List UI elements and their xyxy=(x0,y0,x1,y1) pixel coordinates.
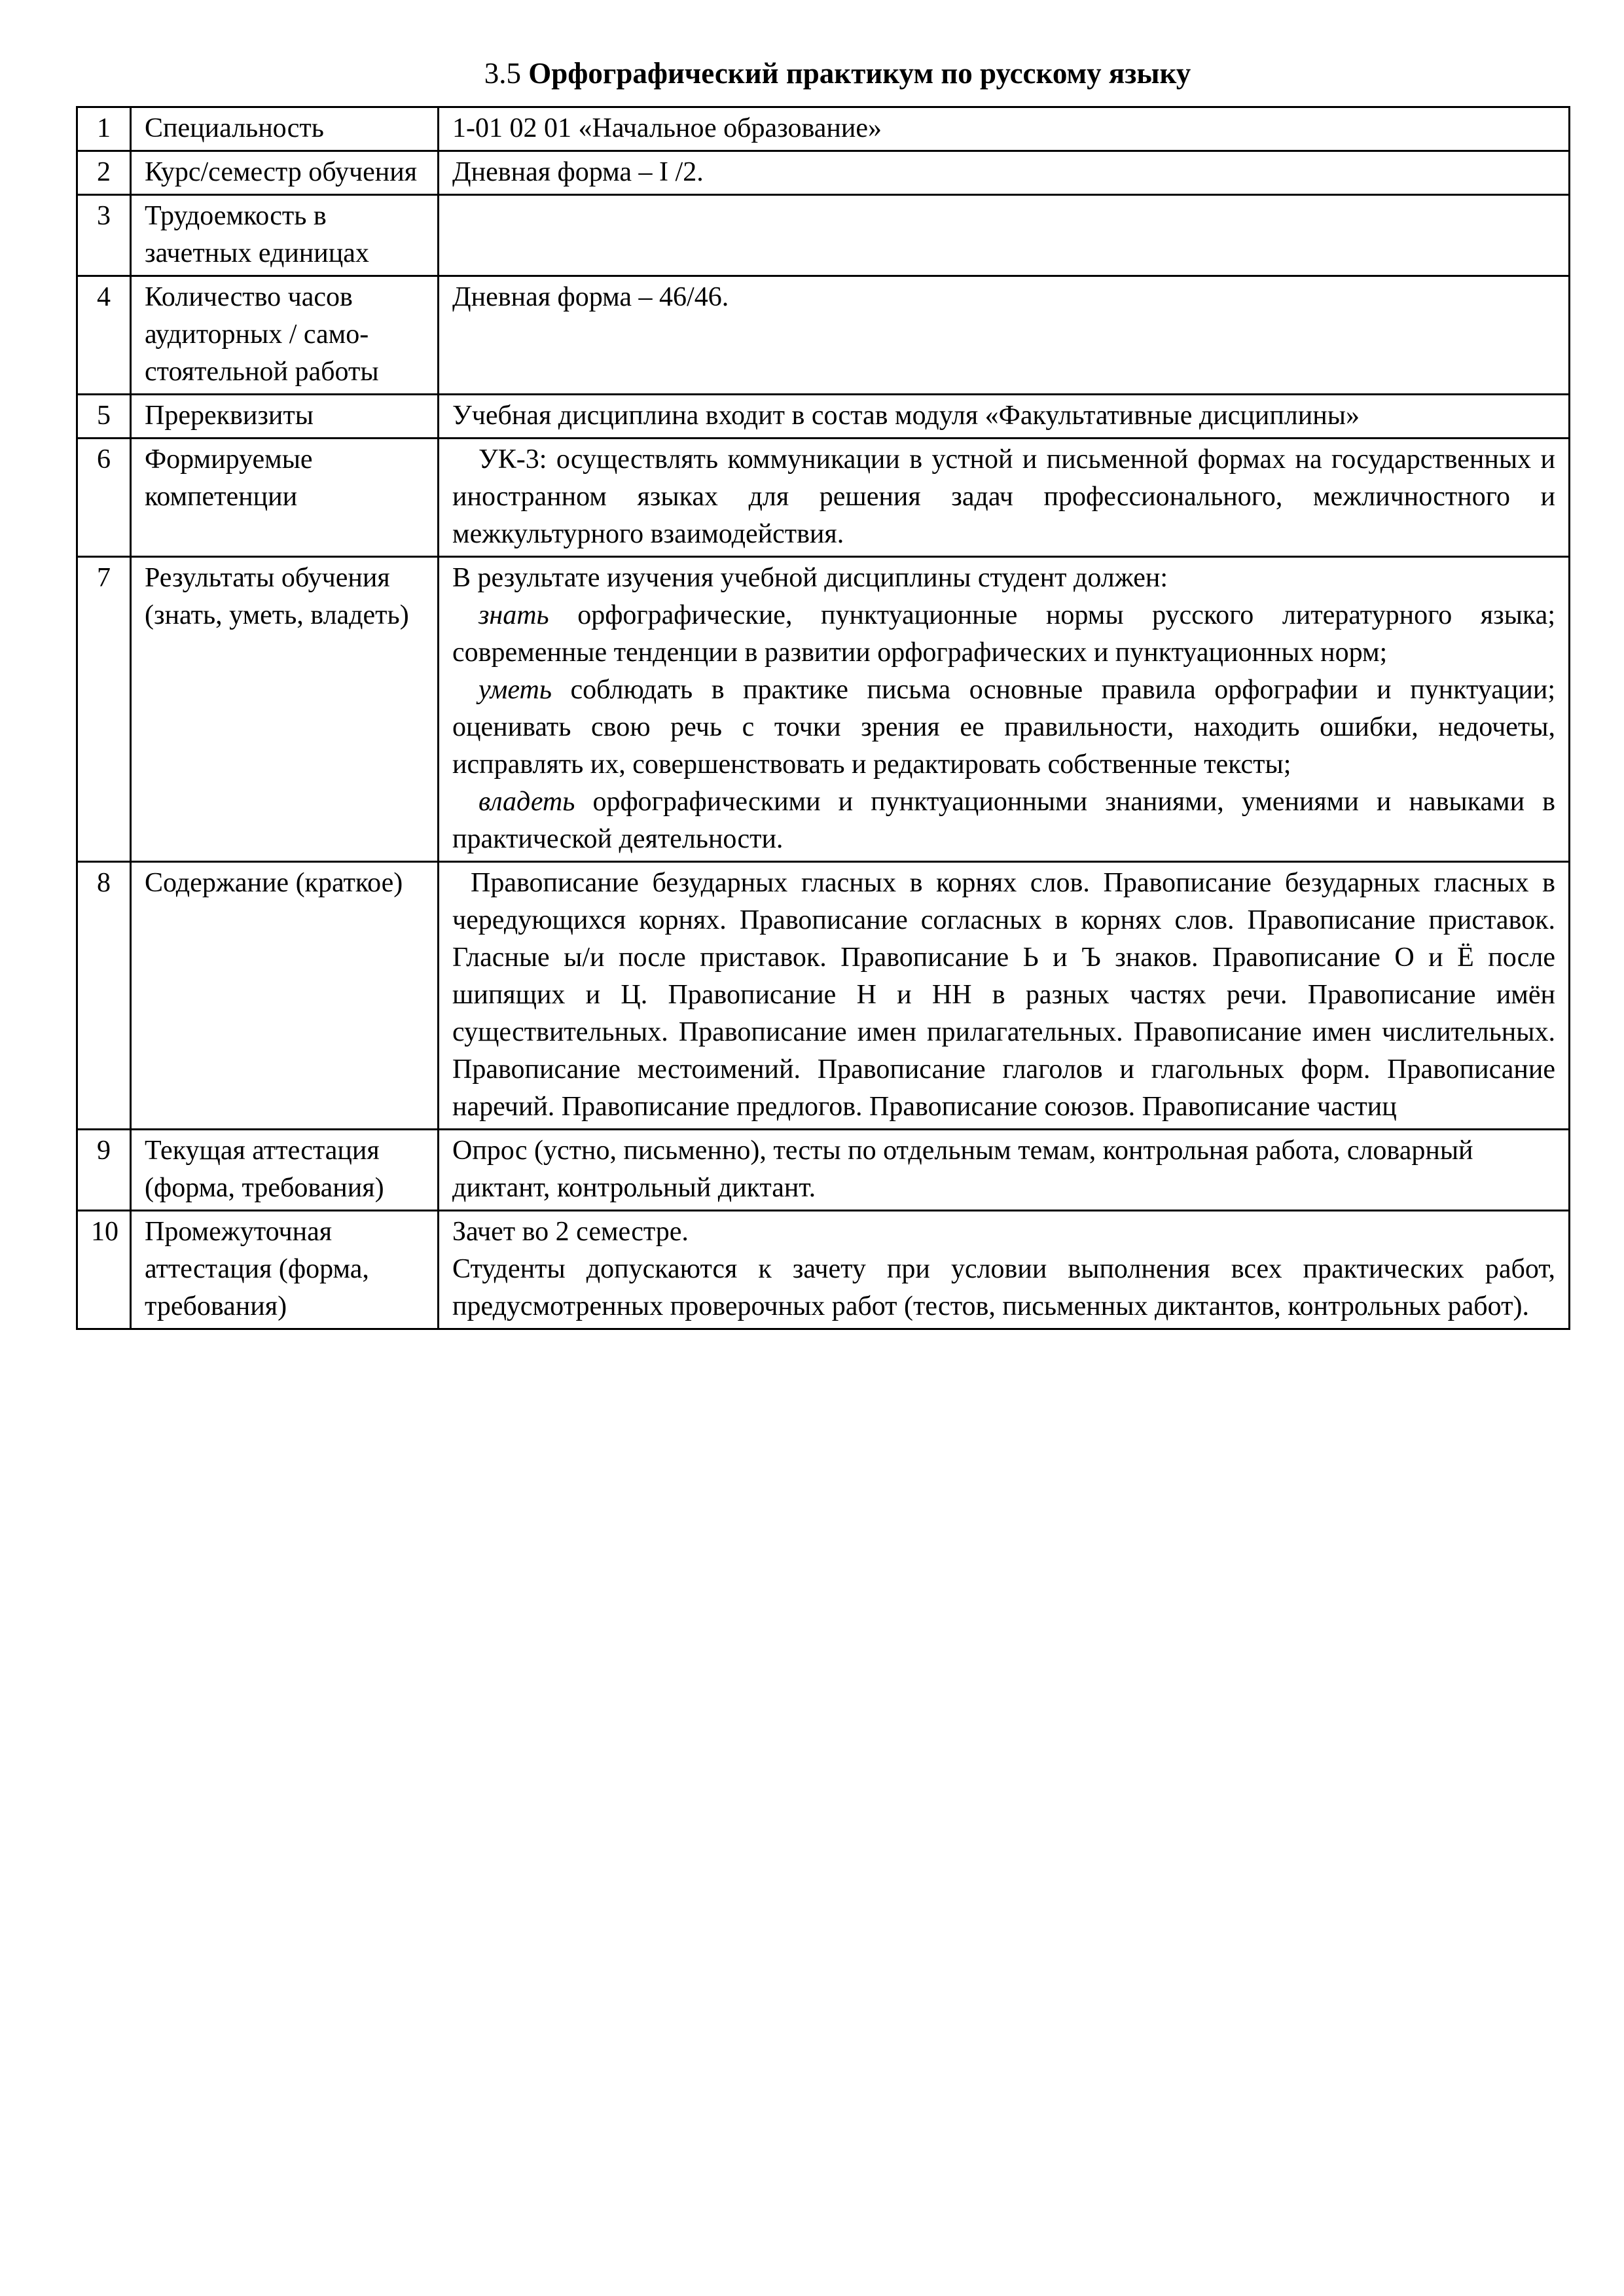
row-label: Промежуточная аттестация (форма, требования) xyxy=(131,1211,439,1329)
document-title xyxy=(0,54,1624,93)
row-number: 2 xyxy=(77,151,131,195)
results-keyword: владеть xyxy=(478,787,575,817)
row-label: Формируемые компетенции xyxy=(131,439,439,557)
row-value xyxy=(439,439,1570,557)
row-value xyxy=(439,1130,1570,1211)
title-number: 3.5 xyxy=(484,57,521,90)
value-paragraph: 1-01 02 01 «Начальное образование» xyxy=(452,113,882,143)
row-label: Курс/семестр обучения xyxy=(131,151,439,195)
value-paragraph: Дневная форма – I /2. xyxy=(452,157,704,187)
row-number: 3 xyxy=(77,195,131,276)
table-row xyxy=(77,439,1570,557)
value-paragraph: Студенты допускаются к зачету при условии выполнения всех практических работ, предусмотренных проверочных работ (тестов, письменных диктантов, контрольных работ). xyxy=(452,1254,1555,1321)
results-item-master xyxy=(452,783,1555,858)
value-paragraph: Дневная форма – 46/46. xyxy=(452,282,729,312)
row-label: Содержание (краткое) xyxy=(131,862,439,1130)
row-number: 6 xyxy=(77,439,131,557)
title-text: Орфографический практикум по русскому языку xyxy=(528,57,1191,90)
table-row xyxy=(77,107,1570,151)
value-paragraph: Зачет во 2 семестре. xyxy=(452,1217,689,1247)
row-label: Текущая аттестация (форма, требования) xyxy=(131,1130,439,1211)
row-label: Количество часов аудиторных / само-стоятельной работы xyxy=(131,276,439,395)
results-text: орфографические, пунктуационные нормы русского литературного языка; современные тенденции в развитии орфографических и пунктуационных норм; xyxy=(452,600,1555,668)
row-value xyxy=(439,395,1570,439)
results-keyword: знать xyxy=(478,600,549,630)
row-number: 9 xyxy=(77,1130,131,1211)
results-keyword: уметь xyxy=(478,675,552,705)
row-number: 10 xyxy=(77,1211,131,1329)
table-row xyxy=(77,151,1570,195)
table-row xyxy=(77,276,1570,395)
row-number: 7 xyxy=(77,557,131,862)
results-item-can xyxy=(452,672,1555,783)
value-paragraph: Правописание безударных гласных в корнях слов. Правописание безударных гласных в чередующихся корнях. Правописание согласных в корнях слов. Правописание приставок. Гласные ы/и после приставок. Правописание Ь и Ъ знаков. Правописание О и Ё после шипящих и Ц. Правописание Н и НН в разных частях речи. Правописание имён существительных. Правописание имен прилагательных. Правописание имен числительных. Правописание местоимений. Правописание глаголов и глагольных форм. Правописание наречий. Правописание предлогов. Правописание союзов. Правописание частиц xyxy=(452,868,1555,1122)
row-label: Трудоемкость в зачетных единицах xyxy=(131,195,439,276)
syllabus-table xyxy=(76,106,1570,1330)
row-label: Пререквизиты xyxy=(131,395,439,439)
row-label: Специальность xyxy=(131,107,439,151)
table-row xyxy=(77,862,1570,1130)
table-row xyxy=(77,1211,1570,1329)
value-paragraph: Учебная дисциплина входит в состав модуля «Факультативные дисциплины» xyxy=(452,401,1360,431)
value-paragraph: УК-3: осуществлять коммуникации в устной и письменной формах на государственных и иностранном языках для решения задач профессионального, межличностного и межкультурного взаимодействия. xyxy=(452,444,1555,549)
table-row xyxy=(77,557,1570,862)
row-value xyxy=(439,557,1570,862)
table-row xyxy=(77,195,1570,276)
row-label: Результаты обучения (знать, уметь, владеть) xyxy=(131,557,439,862)
results-text: соблюдать в практике письма основные правила орфографии и пунктуации; оценивать свою речь с точки зрения ее правильности, находить ошибки, недочеты, исправлять их, совершенствовать и редактировать собственные тексты; xyxy=(452,675,1555,780)
row-number: 5 xyxy=(77,395,131,439)
row-value xyxy=(439,195,1570,276)
row-value xyxy=(439,862,1570,1130)
row-value xyxy=(439,151,1570,195)
row-value xyxy=(439,276,1570,395)
results-text: орфографическими и пунктуационными знаниями, умениями и навыками в практической деятельности. xyxy=(452,787,1555,854)
row-value xyxy=(439,107,1570,151)
table-row xyxy=(77,1130,1570,1211)
value-paragraph: Опрос (устно, письменно), тесты по отдельным темам, контрольная работа, словарный диктант, контрольный диктант. xyxy=(452,1136,1473,1203)
results-item-know xyxy=(452,597,1555,672)
row-number: 8 xyxy=(77,862,131,1130)
results-intro: В результате изучения учебной дисциплины студент должен: xyxy=(452,563,1168,593)
table-row xyxy=(77,395,1570,439)
row-number: 4 xyxy=(77,276,131,395)
row-value xyxy=(439,1211,1570,1329)
row-number: 1 xyxy=(77,107,131,151)
